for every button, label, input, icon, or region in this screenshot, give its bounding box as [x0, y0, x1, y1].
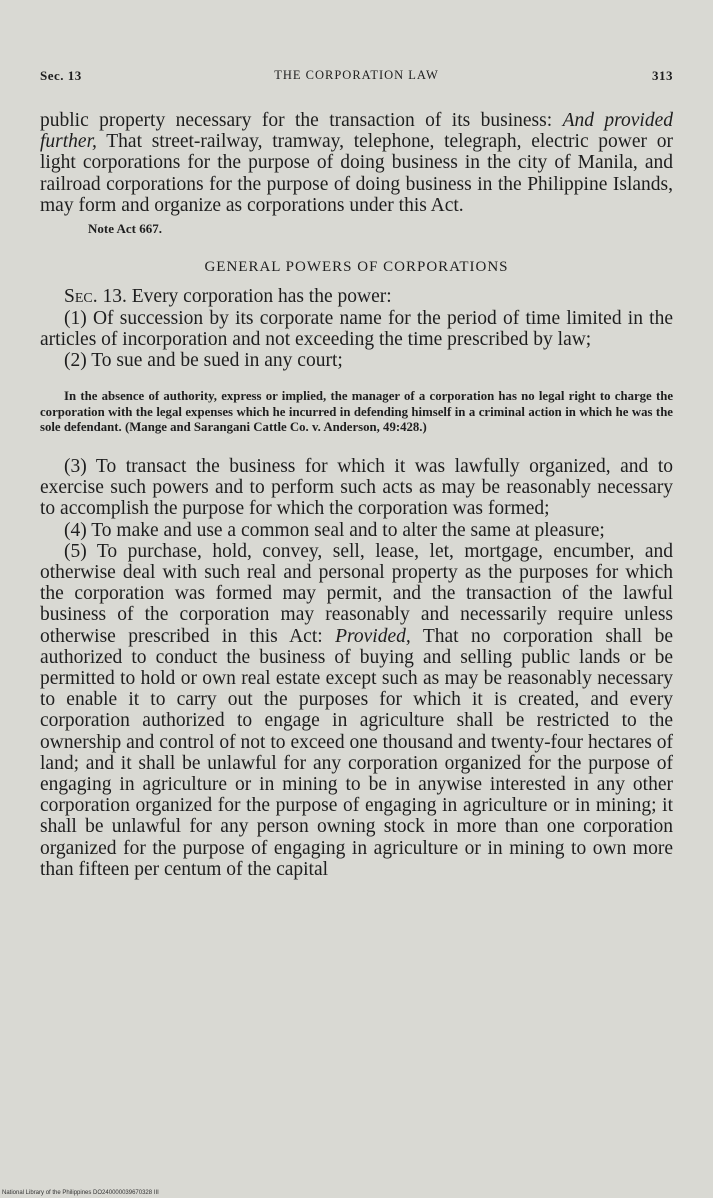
page-header [40, 68, 673, 90]
item-4: (4) To make and use a common seal and to alter the same at pleasure; [64, 519, 605, 541]
header-section: Sec. 13 [40, 68, 82, 83]
item-5: (5) To purchase, hold, convey, sell, lease, let, mortgage, encumber, and otherwise deal with such real and personal property as the purposes for which the corporation was formed may permit, and the transaction of the lawful business of the corporation may reasonably and necessarily require unless otherwise prescribed in this Act: Provided, That no corporation shall be authorized to conduct the business of buying and selling public lands or be permitted to hold or own real estate except such as may be reasonably necessary to enable it to carry out the purposes for which it is created, and every corporation authorized to engage in agriculture shall be restricted to the ownership and control of not to exceed one thousand and twenty-four hectares of land; and it shall be unlawful for any corporation organized for the purpose of engaging in agriculture or in mining to be in anywise interested in any other corporation organized for the purpose of engaging in agriculture or in mining; it shall be unlawful for any person owning stock in more than one corporation organized for the purpose of engaging in agriculture or in mining to own more than fifteen per centum of the capital [40, 540, 674, 880]
annotation: In the absence of authority, express or implied, the manager of a corporation has no legal right to charge the corporation with the legal expenses which he incurred in defending himself in a criminal action in which he was the sole defendant. (Mange and Sarangani Cattle Co. v. Anderson, 49:428.) [40, 389, 673, 435]
header-title: THE CORPORATION LAW [274, 68, 439, 82]
section-heading: GENERAL POWERS OF CORPORATIONS [204, 259, 509, 276]
document-body [40, 110, 673, 880]
item-1: (1) Of succession by its corporate name for the period of time limited in the articles of incorporation and not exceeding the time prescribed by law; [40, 307, 673, 350]
paragraph-1: public property necessary for the transaction of its business: And provided further, That street-railway, tramway, telephone, telegraph, electric power or light corporations for the purpose of doing business in the city of Manila, and railroad corporations for the purpose of doing business in the Philippine Islands, may form and organize as corporations under this Act. [40, 110, 673, 216]
page-number: 313 [652, 68, 673, 83]
italic-provided: Provided, [335, 625, 411, 647]
note-reference: Note Act 667. [88, 221, 163, 237]
item-3: (3) To transact the business for which it was lawfully organized, and to exercise such powers and to perform such acts as may be reasonably necessary to accomplish the purpose for which the corporation was formed; [40, 456, 673, 520]
italic-proviso: And provided further, [40, 110, 673, 153]
scan-footer: National Library of the Philippines DO240000039670328 III [2, 1190, 159, 1196]
section-intro: Sec. 13. Every corporation has the power: [64, 286, 392, 308]
item-2: (2) To sue and be sued in any court; [64, 350, 343, 372]
